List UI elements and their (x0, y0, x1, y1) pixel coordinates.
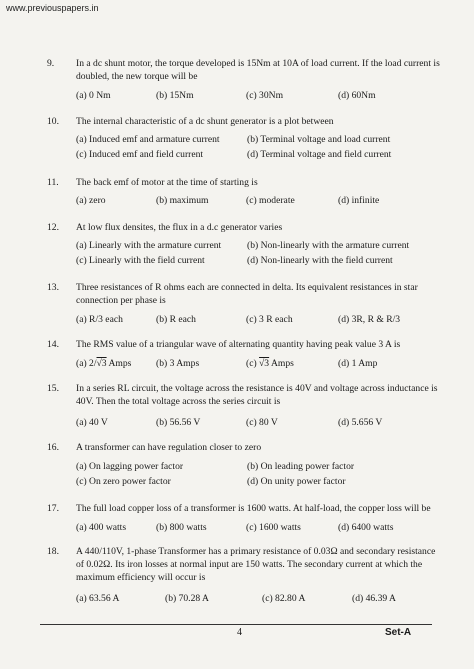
option-c (246, 357, 294, 370)
option-d: (d) 60Nm (338, 90, 376, 101)
question-text-line: In a series RL circuit, the voltage across the resistance is 40V and voltage across inductance is (76, 383, 438, 394)
option-a-prefix: (a) 2/ (76, 358, 97, 369)
option-a: (a) 0 Nm (76, 90, 111, 101)
option-d: (d) Terminal voltage and field current (247, 149, 392, 160)
question-text-line: The full load copper loss of a transformer is 1600 watts. At half-load, the copper loss will be (76, 503, 431, 514)
question-text-line: The back emf of motor at the time of starting is (76, 177, 258, 188)
question-text-line: A 440/110V, 1-phase Transformer has a primary resistance of 0.03Ω and secondary resistance (76, 546, 436, 557)
option-d: (d) 6400 watts (338, 522, 394, 533)
option-c: (c) moderate (246, 195, 295, 206)
option-d: (d) 46.39 A (352, 593, 396, 604)
question-text-line: The internal characteristic of a dc shunt generator is a plot between (76, 116, 334, 127)
option-d: (d) Non-linearly with the field current (247, 255, 393, 266)
question-text-line: doubled, the new torque will be (76, 71, 198, 82)
option-b: (b) On leading power factor (247, 461, 355, 472)
option-b: (b) 3 Amps (156, 358, 200, 369)
option-a: (a) Linearly with the armature current (76, 240, 222, 251)
option-d: (d) infinite (338, 195, 380, 206)
question-text-line: Three resistances of R ohms each are connected in delta. Its equivalent resistances in star (76, 282, 418, 293)
option-c: (c) 3 R each (246, 314, 293, 325)
option-d: (d) On unity power factor (247, 476, 346, 487)
option-a: (a) zero (76, 195, 106, 206)
sqrt-symbol: √3 (259, 358, 270, 369)
site-url: www.previouspapers.in (6, 3, 99, 13)
question-number: 9. (47, 58, 55, 69)
option-c: (c) Linearly with the field current (76, 255, 205, 266)
question-number: 13. (47, 282, 59, 293)
question-text-line: maximum efficiency will occur is (76, 572, 206, 583)
question-text-line: In a dc shunt motor, the torque developed is 15Nm at 10A of load current. If the load current is (76, 58, 440, 69)
question-number: 17. (47, 503, 59, 514)
option-c: (c) 1600 watts (246, 522, 301, 533)
option-b: (b) 800 watts (156, 522, 207, 533)
option-c-prefix: (c) (246, 358, 260, 369)
option-c: (c) 80 V (246, 417, 278, 428)
option-b: (b) Terminal voltage and load current (247, 134, 391, 145)
option-a: (a) On lagging power factor (76, 461, 184, 472)
option-c: (c) On zero power factor (76, 476, 171, 487)
option-b: (b) 56.56 V (156, 417, 201, 428)
option-d: (d) 3R, R & R/3 (338, 314, 401, 325)
page-number: 4 (237, 627, 242, 638)
question-text-line: of 0.02Ω. Its iron losses at normal input are 150 watts. The secondary current at which the (76, 559, 423, 570)
question-text-line: connection per phase is (76, 295, 166, 306)
option-a: (a) 63.56 A (76, 593, 120, 604)
option-b: (b) 15Nm (156, 90, 194, 101)
question-number: 15. (47, 383, 59, 394)
option-d: (d) 5.656 V (338, 417, 383, 428)
question-text-line: The RMS value of a triangular wave of alternating quantity having peak value 3 A is (76, 339, 401, 350)
option-b: (b) Non-linearly with the armature current (247, 240, 410, 251)
question-number: 18. (47, 546, 59, 557)
question-text-line: A transformer can have regulation closer to zero (76, 442, 262, 453)
question-text-line: 40V. Then the total voltage across the series circuit is (76, 396, 281, 407)
question-number: 14. (47, 339, 59, 350)
set-label: Set-A (385, 627, 412, 638)
question-number: 12. (47, 222, 59, 233)
option-c: (c) 82.80 A (262, 593, 306, 604)
option-a: (a) 400 watts (76, 522, 127, 533)
sqrt-symbol: √3 (96, 358, 107, 369)
question-number: 10. (47, 116, 59, 127)
option-a: (a) Induced emf and armature current (76, 134, 220, 145)
option-a (76, 357, 131, 370)
question-number: 11. (47, 177, 59, 188)
option-a-unit: Amps (106, 358, 132, 369)
option-a: (a) R/3 each (76, 314, 123, 325)
footer-divider (40, 624, 432, 625)
option-b: (b) maximum (156, 195, 209, 206)
option-c: (c) Induced emf and field current (76, 149, 204, 160)
question-number: 16. (47, 442, 59, 453)
option-b: (b) 70.28 A (165, 593, 209, 604)
option-b: (b) R each (156, 314, 196, 325)
option-c: (c) 30Nm (246, 90, 284, 101)
option-d: (d) 1 Amp (338, 358, 378, 369)
option-a: (a) 40 V (76, 417, 108, 428)
option-c-unit: Amps (269, 358, 294, 369)
question-text-line: At low flux densites, the flux in a d.c generator varies (76, 222, 283, 233)
